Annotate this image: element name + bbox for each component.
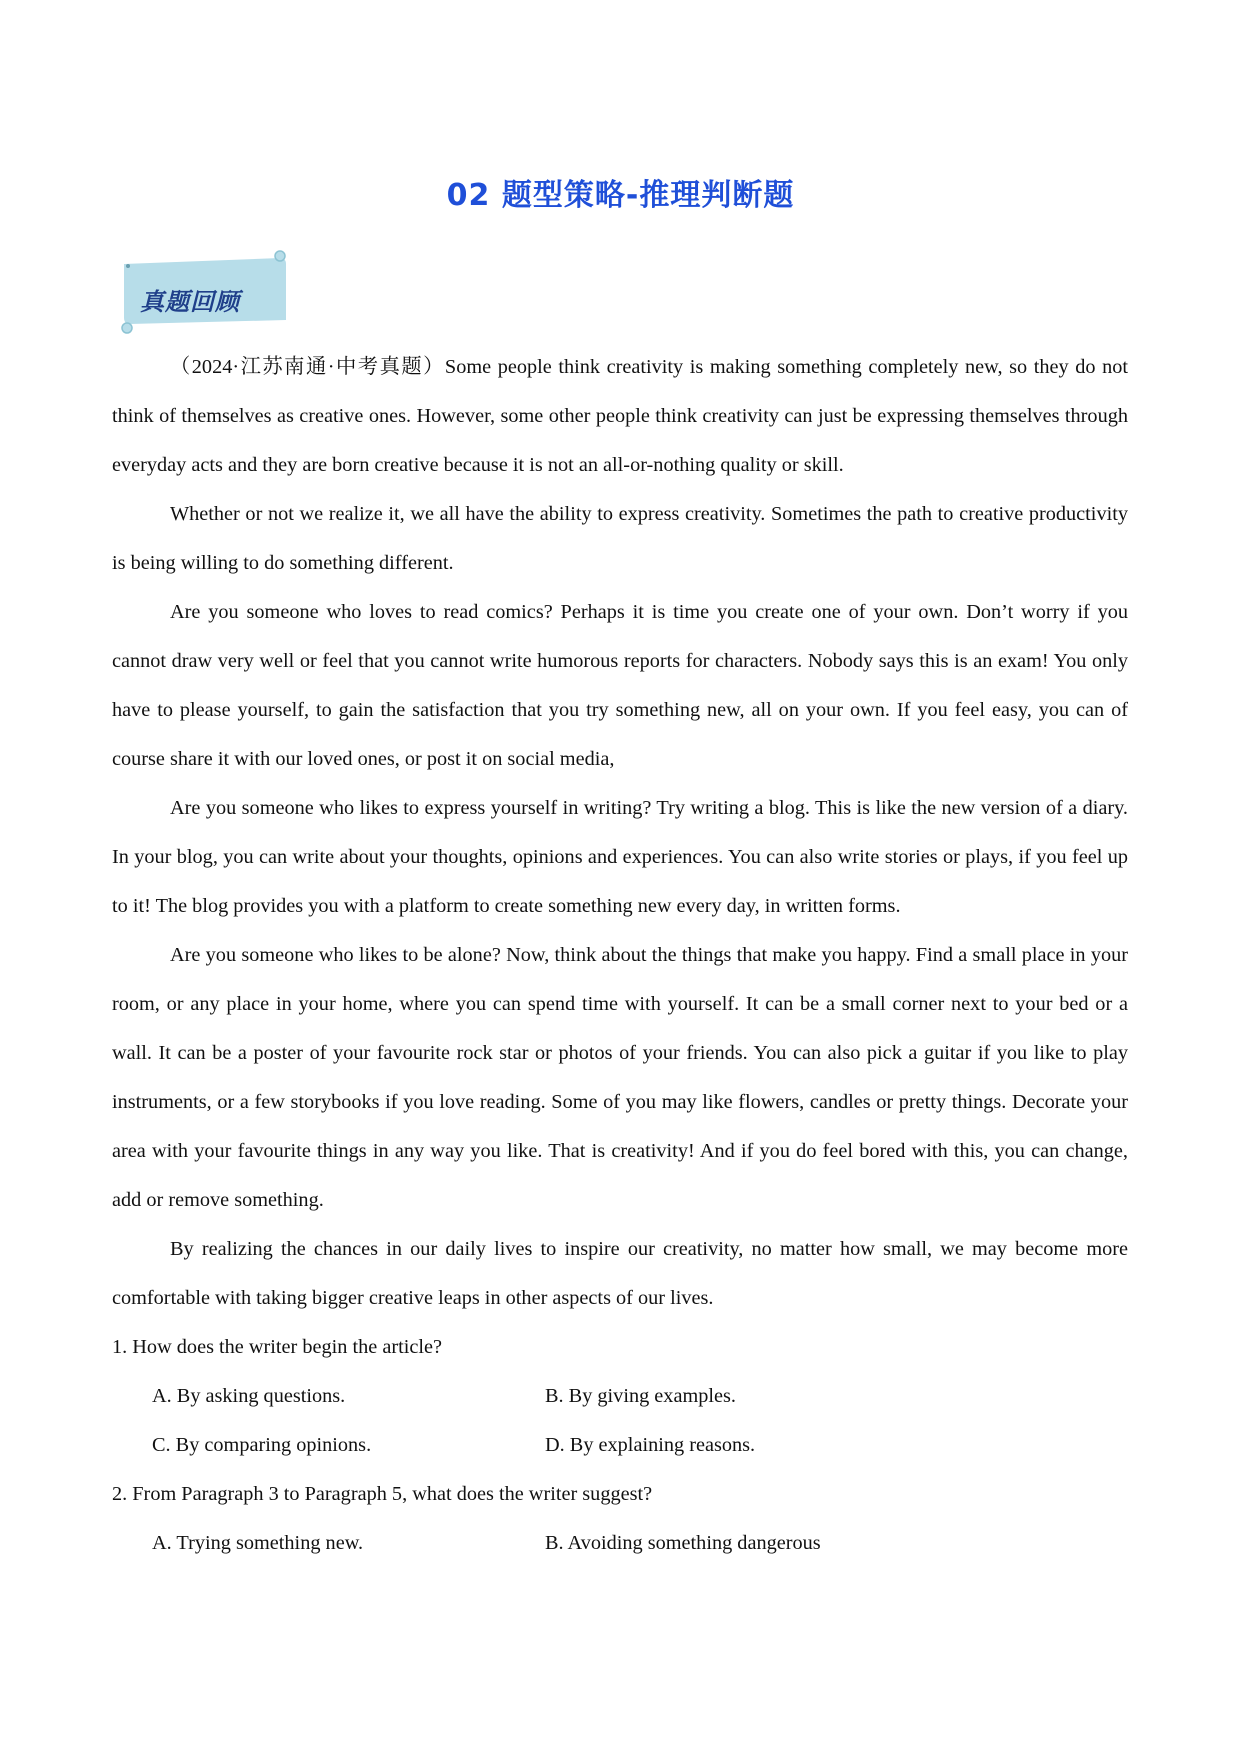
banner-label: 真题回顾 bbox=[140, 287, 240, 316]
question-1 bbox=[112, 1323, 1128, 1470]
paragraph: Are you someone who loves to read comics? Perhaps it is time you create one of your own. Don’t worry if you cannot draw very well or feel that you cannot write humorous reports for characters. Nobody says this is an exam! You only have to please yourself, to gain the satisfaction that you try something new, all on your own. If you feel easy, you can of course share it with our loved ones, or post it on social media, bbox=[112, 601, 1128, 770]
option-b: B. Avoiding something dangerous bbox=[545, 1532, 821, 1554]
option-c: C. By comparing opinions. bbox=[152, 1434, 372, 1456]
option-row bbox=[112, 1519, 1128, 1568]
section-banner bbox=[120, 250, 290, 336]
option-a: A. Trying something new. bbox=[152, 1532, 364, 1554]
option-b: B. By giving examples. bbox=[545, 1385, 736, 1407]
option-row bbox=[112, 1421, 1128, 1470]
paragraph: Are you someone who likes to express yourself in writing? Try writing a blog. This is like the new version of a diary. In your blog, you can write about your thoughts, opinions and experiences. You can also write stories or plays, if you feel up to it! The blog provides you with a platform to create something new every day, in written forms. bbox=[112, 797, 1128, 917]
article-body bbox=[112, 343, 1128, 1568]
option-row bbox=[112, 1372, 1128, 1421]
question-2 bbox=[112, 1470, 1128, 1568]
paragraph: Whether or not we realize it, we all have the ability to express creativity. Sometimes the path to creative productivity is being willing to do something different. bbox=[112, 503, 1128, 574]
question-stem: 1. How does the writer begin the article? bbox=[112, 1336, 443, 1358]
page-title: 02 题型策略-推理判断题 bbox=[446, 178, 795, 213]
question-stem: 2. From Paragraph 3 to Paragraph 5, what does the writer suggest? bbox=[112, 1483, 653, 1505]
paragraph: Are you someone who likes to be alone? Now, think about the things that make you happy. Find a small place in your room, or any place in your home, where you can spend time with yourself. It can be a small corner next to your bed or a wall. It can be a poster of your favourite rock star or photos of your friends. You can also pick a guitar if you like to play instruments, or a few storybooks if you love reading. Some of you may like flowers, candles or pretty things. Decorate your area with your favourite things in any way you like. That is creativity! And if you do feel bored with this, you can change, add or remove something. bbox=[112, 944, 1128, 1211]
paragraph: （2024·江苏南通·中考真题）Some people think creativity is making something completely new, so they do not think of themselves as creative ones. However, some other people think creativity can just be expressing themselves through everyday acts and they are born creative because it is not an all-or-nothing quality or skill. bbox=[112, 356, 1128, 476]
option-d: D. By explaining reasons. bbox=[545, 1434, 756, 1456]
paragraph: By realizing the chances in our daily lives to inspire our creativity, no matter how small, we may become more comfortable with taking bigger creative leaps in other aspects of our lives. bbox=[112, 1238, 1128, 1309]
option-a: A. By asking questions. bbox=[152, 1385, 346, 1407]
